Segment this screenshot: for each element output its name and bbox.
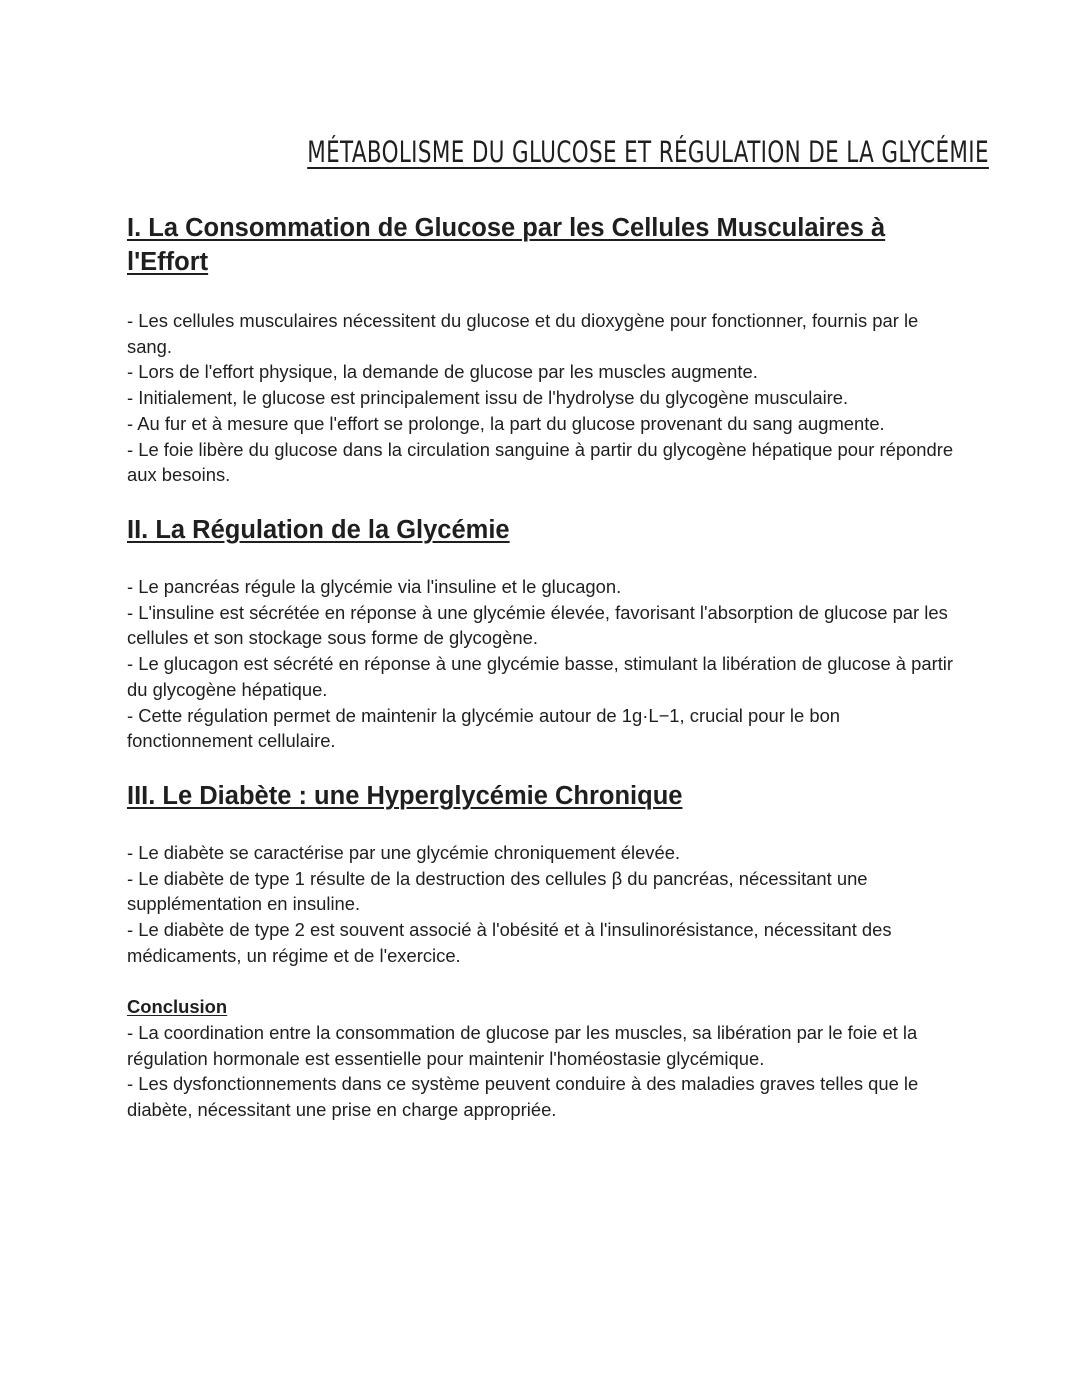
conclusion-label: Conclusion [127,996,228,1017]
section-heading-2: II. La Régulation de la Glycémie [127,516,510,544]
paragraph: - Le foie libère du glucose dans la circulation sanguine à partir du glycogène hépatique pour répondre aux besoins. [127,438,954,486]
section-heading-1: I. La Consommation de Glucose par les Cellules Musculaires à l'Effort [127,214,886,276]
paragraph: - Cette régulation permet de maintenir la glycémie autour de 1g·L−1, crucial pour le bon fonctionnement cellulaire. [127,704,841,752]
paragraph: - Le glucagon est sécrété en réponse à une glycémie basse, stimulant la libération de glucose à partir du glycogène hépatique. [127,653,954,700]
paragraph: - Le pancréas régule la glycémie via l'insuline et le glucagon. [127,576,622,597]
section-body-1 [127,308,957,488]
paragraph: - Lors de l'effort physique, la demande de glucose par les muscles augmente. [127,361,758,383]
paragraph: - Le diabète de type 1 résulte de la destruction des cellules β du pancréas, nécessitant une supplémentation en insuline. [127,867,868,915]
paragraph: - Les cellules musculaires nécessitent du glucose et du dioxygène pour fonctionner, fournis par le sang. [127,310,919,357]
paragraph: - L'insuline est sécrétée en réponse à une glycémie élevée, favorisant l'absorption de glucose par les cellules et son stockage sous forme de glycogène. [127,601,948,649]
paragraph: - Le diabète se caractérise par une glycémie chroniquement élevée. [127,842,681,863]
paragraph: - Les dysfonctionnements dans ce système peuvent conduire à des maladies graves telles que le diabète, nécessitant une prise en charge appropriée. [127,1073,919,1121]
paragraph: - Au fur et à mesure que l'effort se prolonge, la part du glucose provenant du sang augmente. [127,412,885,434]
paragraph: - La coordination entre la consommation de glucose par les muscles, sa libération par le foie et la régulation hormonale est essentielle pour maintenir l'homéostasie glycémique. [127,1022,918,1069]
section-body-2 [127,574,957,754]
section-body-3 [127,840,957,969]
section-heading-3: III. Le Diabète : une Hyperglycémie Chronique [127,782,683,810]
conclusion-body [127,1020,957,1123]
document-title: MÉTABOLISME DU GLUCOSE ET RÉGULATION DE LA GLYCÉMIE [307,135,989,169]
paragraph: - Le diabète de type 2 est souvent associé à l'obésité et à l'insulinorésistance, nécessitant des médicaments, un régime et de l'exercice. [127,919,892,966]
paragraph: - Initialement, le glucose est principalement issu de l'hydrolyse du glycogène musculaire. [127,387,849,409]
